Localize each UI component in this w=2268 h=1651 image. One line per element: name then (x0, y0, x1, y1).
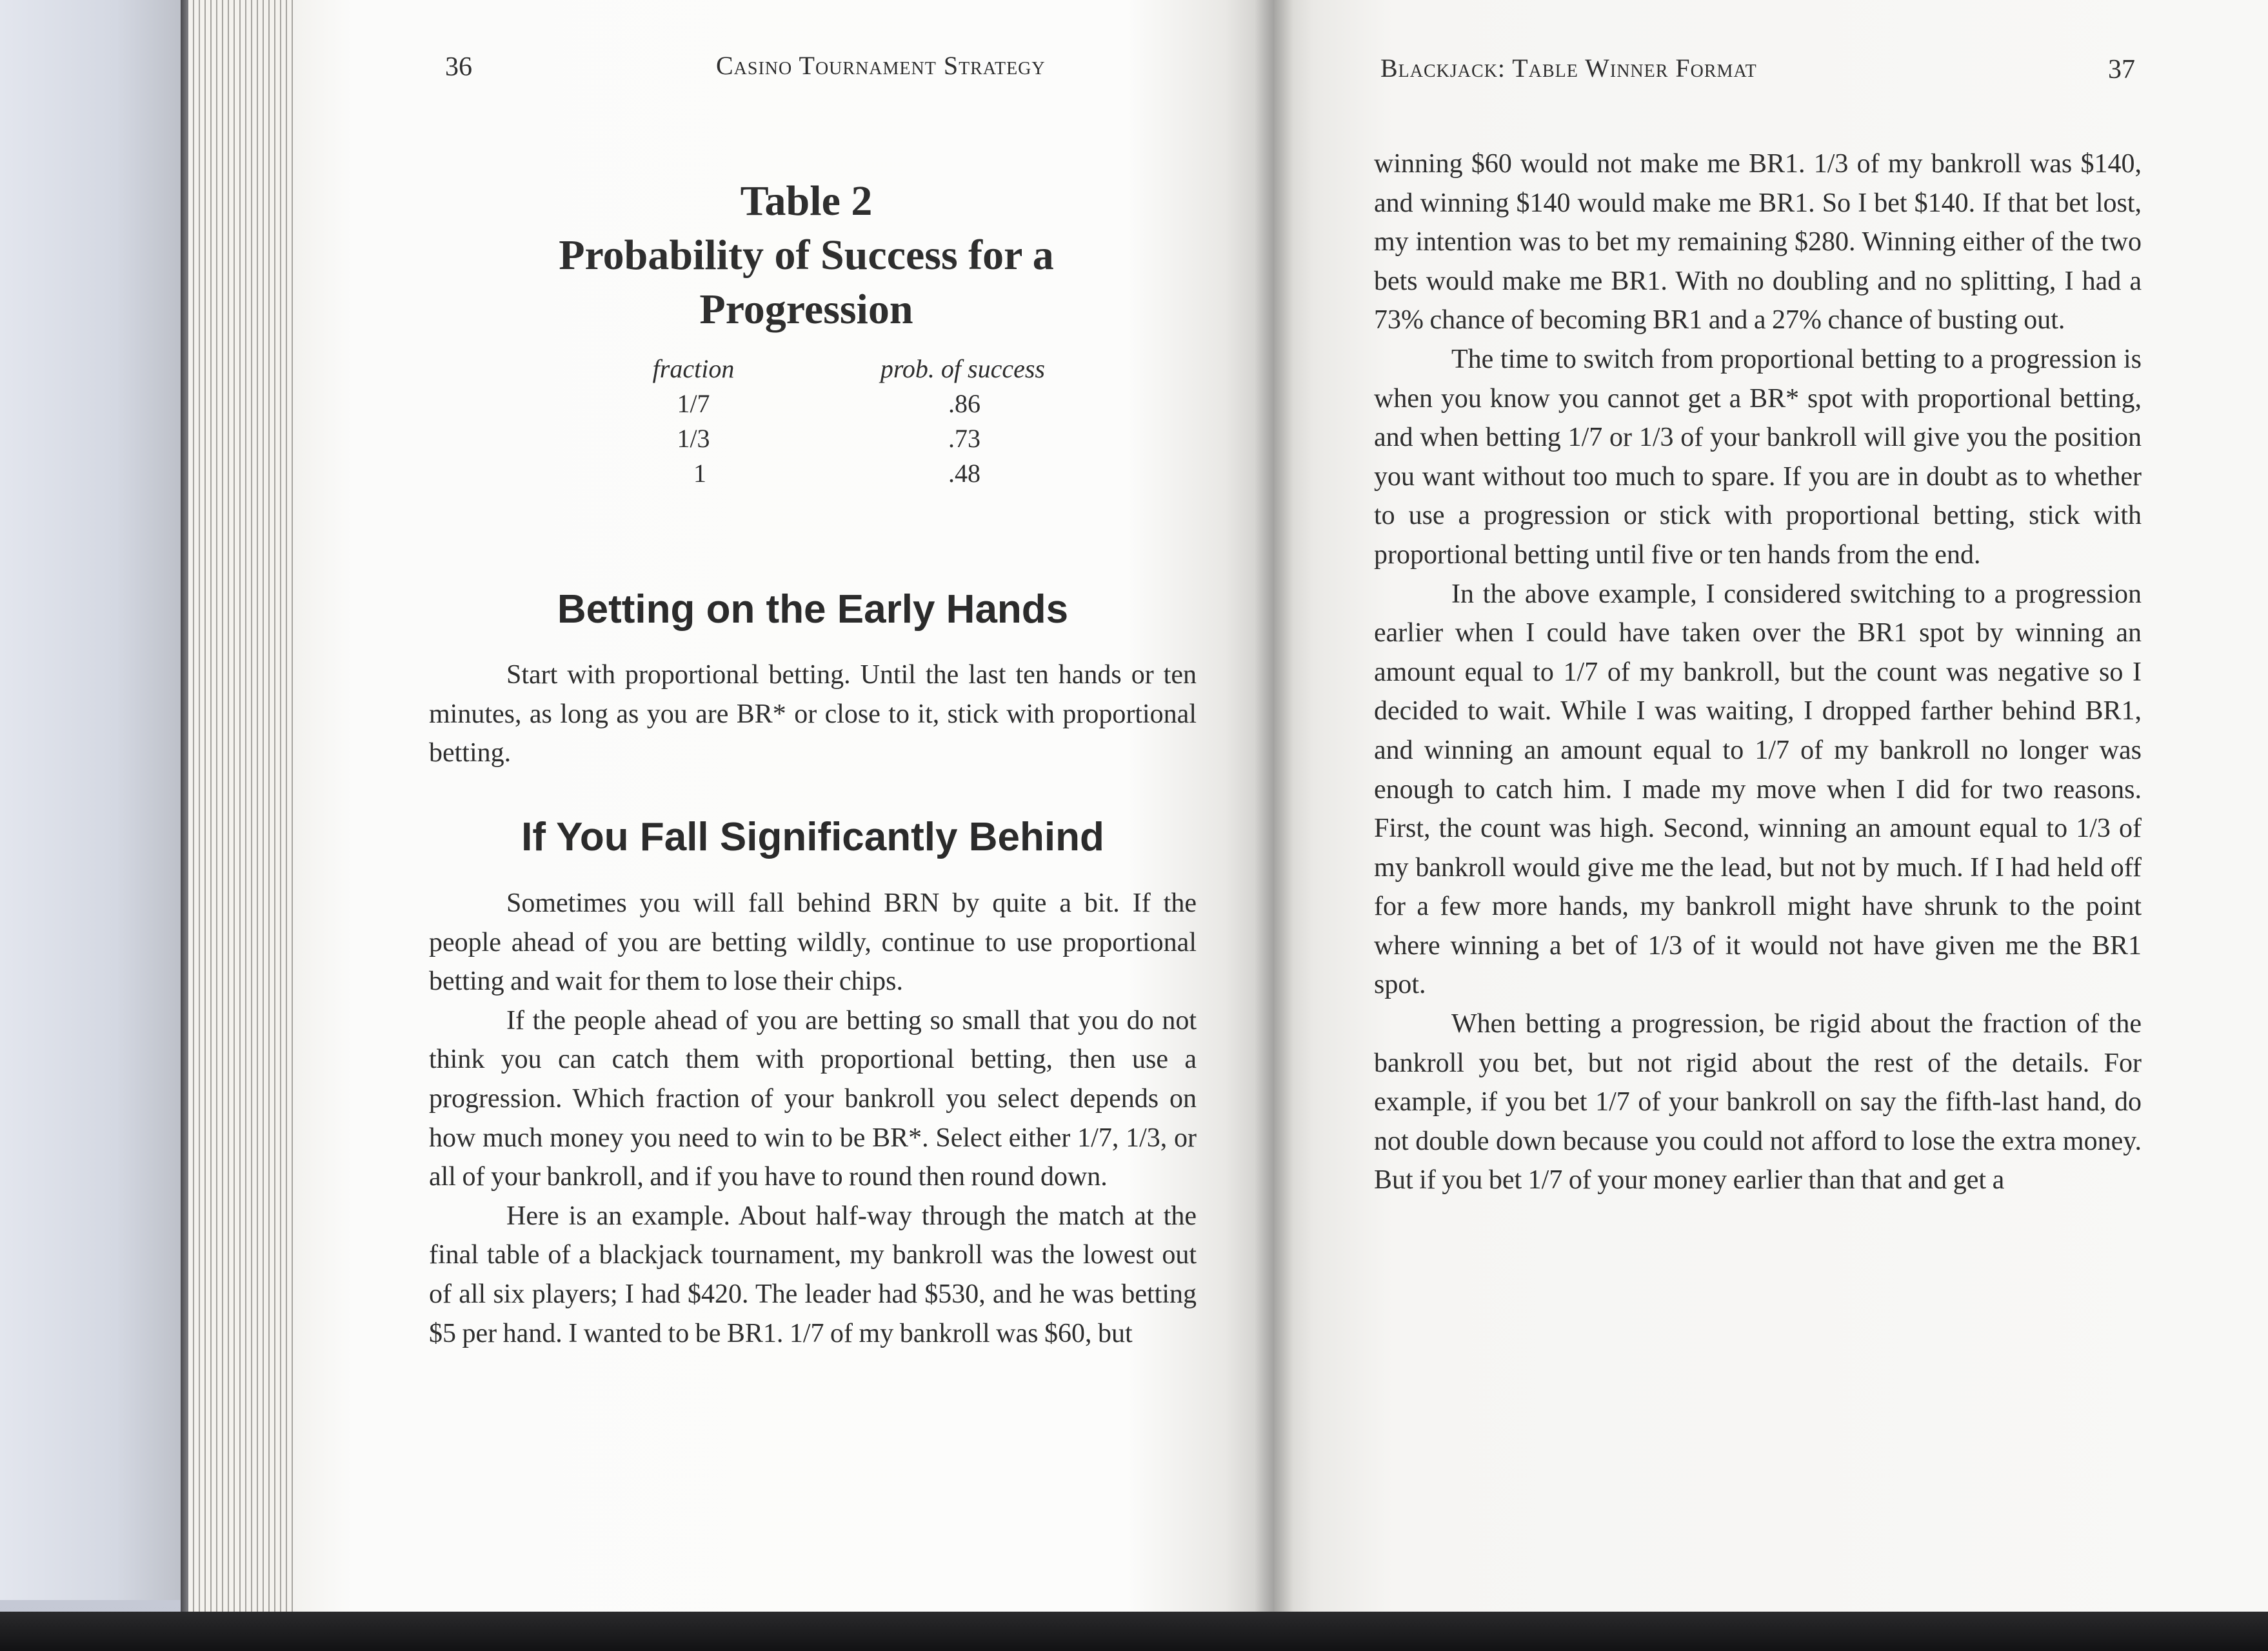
table-row (613, 386, 1064, 421)
paragraph: In the above example, I considered switching to a progression earlier when I could have taken over the BR1 spot by winning an amount equal to 1/7 of my bankroll, but the count was negative so I decided to wait. While I was waiting, I dropped farther behind BR1, and winning an amount equal to 1/7 of my bankroll no longer was enough to catch him. I made my move when I did for two reasons. First, the count was high. Second, winning an amount equal to 1/3 of my bankroll would give me the lead, but not by much. If I had held off for a few more hands, my bankroll might have shrunk to the point where winning a bet of 1/3 of it would not have given me the BR1 spot. (1374, 579, 2142, 1000)
paragraph: Sometimes you will fall behind BRN by quite a bit. If the people ahead of you are betting wildly, continue to use proportional betting and wait for them to lose their chips. (429, 888, 1197, 997)
book-gutter (1255, 0, 1293, 1613)
scanner-bottom-edge (0, 1612, 2268, 1651)
right-page-body (1374, 145, 2142, 1200)
paragraph: winning $60 would not make me BR1. 1/3 of my bankroll was $140, and winning $140 would make me BR1. So I bet $140. If that bet lost, my intention was to bet my remaining $280. Winning either of the two bets would make me BR1. With no doubling and no splitting, I had a 73% chance of becoming BR1 and a 27% chance of busting out. (1374, 149, 2142, 335)
table-cell-prob: .86 (948, 389, 980, 418)
left-running-head: Casino Tournament Strategy (716, 51, 1046, 80)
section-heading-fall-behind: If You Fall Significantly Behind (521, 815, 1104, 859)
right-page-number: 37 (2108, 55, 2135, 85)
right-running-head: Blackjack: Table Winner Format (1380, 54, 1757, 83)
table-cell-fraction: 1 (693, 459, 706, 488)
table-title (452, 174, 1161, 337)
table-cell-fraction: 1/7 (677, 389, 710, 418)
table-row (613, 456, 1064, 491)
paragraph: Start with proportional betting. Until the last ten hands or ten minutes, as long as you are BR* or close to it, stick with proportional betting. (429, 660, 1197, 768)
table-cell-prob: .73 (948, 424, 980, 453)
scanner-background (0, 0, 194, 1600)
section-heading-early-hands: Betting on the Early Hands (557, 587, 1069, 632)
left-page-number: 36 (445, 52, 472, 82)
table-title-line-3: Progression (699, 286, 913, 333)
paragraph: When betting a progression, be rigid about the fraction of the bankroll you bet, but not rigid about the rest of the details. For example, if you bet 1/7 of your bankroll on say the fifth-last hand, do not double down because you could not afford to lose the extra money. But if you bet 1/7 of your money earlier than that and get a (1374, 1009, 2142, 1196)
probability-table (613, 352, 1064, 491)
table-cell-fraction: 1/3 (677, 424, 710, 453)
paragraph: The time to switch from proportional betting to a progression is when you know you cannot get a BR* spot with proportional betting, and when betting 1/7 or 1/3 of your bankroll will give you the position you want without too much to spare. If you are in doubt as to whether to use a progression or stick with proportional betting, stick with proportional betting until five or ten hands from the end. (1374, 344, 2142, 570)
table-header-prob: prob. of success (880, 354, 1045, 383)
table-header-row (613, 352, 1064, 386)
table-header-fraction: fraction (652, 354, 735, 383)
paragraph: If the people ahead of you are betting so small that you do not think you can catch them with proportional betting, then use a progression. Which fraction of your bankroll you select depends on how much money you need to win to be BR*. Select either 1/7, 1/3, or all of your bankroll, and if you have to round then round down. (429, 1005, 1197, 1192)
table-title-line-2: Probability of Success for a (559, 232, 1054, 279)
page-stack-edges (188, 0, 298, 1613)
table-title-line-1: Table 2 (740, 177, 873, 225)
table-row (613, 421, 1064, 456)
section-body-early-hands (429, 655, 1197, 773)
paragraph: Here is an example. About half-way through the match at the final table of a blackjack tournament, my bankroll was the lowest out of all six players; I had $420. The leader had $530, and he was betting $5 per hand. I wanted to be BR1. 1/7 of my bankroll was $60, but (429, 1201, 1197, 1348)
table-cell-prob: .48 (948, 459, 980, 488)
section-body-fall-behind (429, 884, 1197, 1353)
